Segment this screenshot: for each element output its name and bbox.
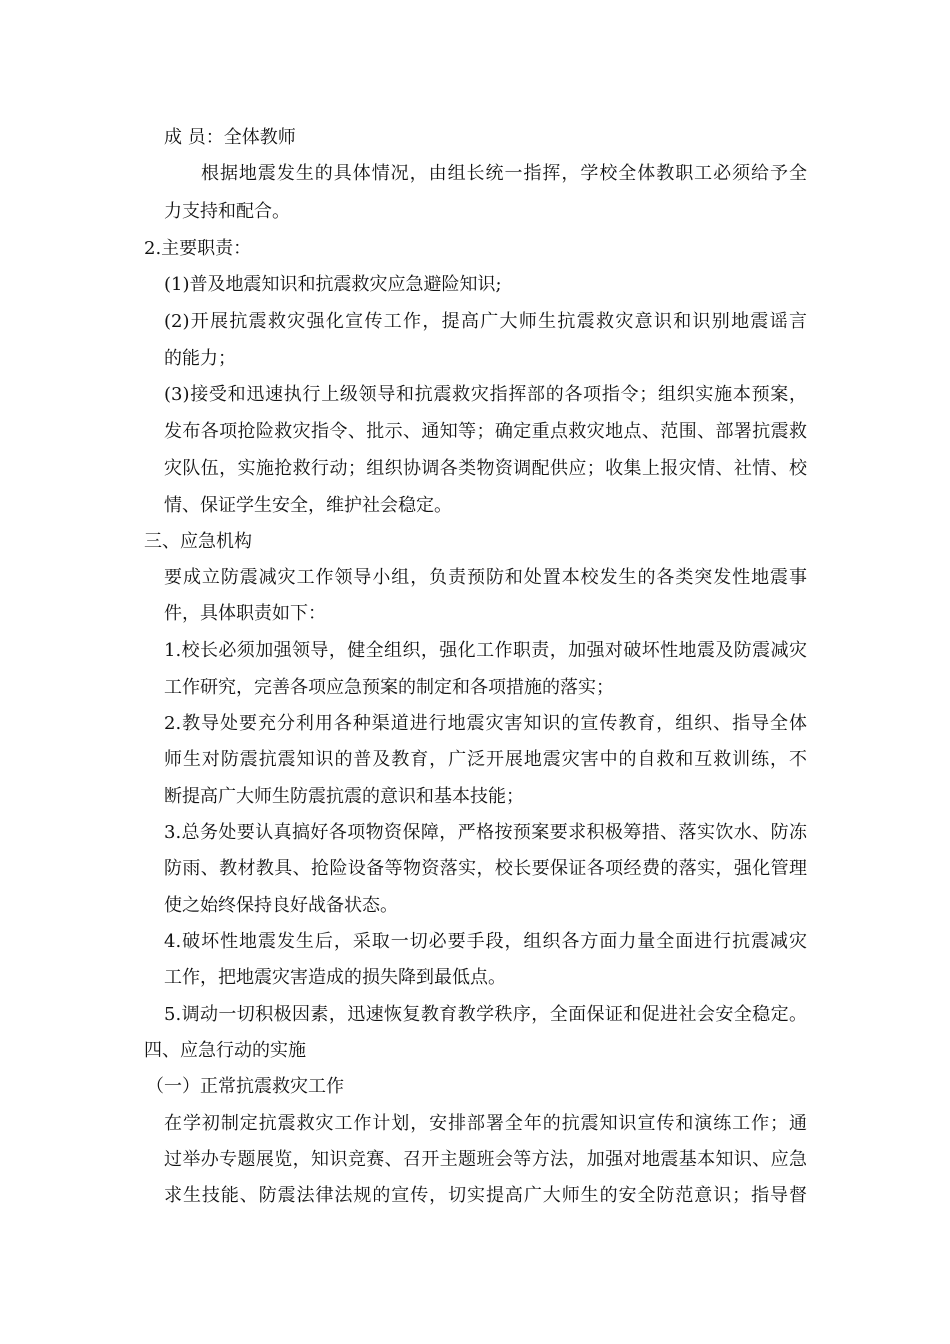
- list-item: 2.教导处要充分利用各种渠道进行地震灾害知识的宣传教育，组织、指导全体: [164, 713, 807, 734]
- list-item-continuation: 师生对防震抗震知识的普及教育，广泛开展地震灾害中的自救和互救训练，不: [164, 749, 807, 770]
- section-heading: 2.主要职责：: [144, 238, 252, 259]
- list-item-continuation: 使之始终保持良好战备状态。: [164, 895, 398, 916]
- list-item: (2)开展抗震救灾强化宣传工作，提高广大师生抗震救灾意识和识别地震谣言: [164, 311, 807, 332]
- section-heading: 四、应急行动的实施: [144, 1040, 306, 1061]
- paragraph-line: 在学初制定抗震救灾工作计划，安排部署全年的抗震知识宣传和演练工作；通: [164, 1113, 807, 1134]
- paragraph-line: 根据地震发生的具体情况，由组长统一指挥，学校全体教职工必须给予全: [201, 163, 807, 184]
- member-line: 成 员：全体教师: [164, 127, 296, 148]
- subsection-heading: （一）正常抗震救灾工作: [146, 1076, 344, 1097]
- list-item-continuation: 情、保证学生安全，维护社会稳定。: [164, 495, 452, 516]
- list-item: (3)接受和迅速执行上级领导和抗震救灾指挥部的各项指令；组织实施本预案，: [164, 384, 807, 405]
- paragraph-line: 力支持和配合。: [164, 201, 290, 222]
- list-item: 5.调动一切积极因素，迅速恢复教育教学秩序，全面保证和促进社会安全稳定。: [164, 1004, 807, 1025]
- list-item-continuation: 工作研究，完善各项应急预案的制定和各项措施的落实；: [164, 677, 614, 698]
- section-heading: 三、应急机构: [144, 531, 252, 552]
- list-item: 3.总务处要认真搞好各项物资保障，严格按预案要求积极筹措、落实饮水、防冻: [164, 822, 807, 843]
- list-item-continuation: 的能力；: [164, 348, 236, 369]
- paragraph-line: 件，具体职责如下：: [164, 603, 326, 624]
- list-item: 4.破坏性地震发生后，采取一切必要手段，组织各方面力量全面进行抗震减灾: [164, 931, 807, 952]
- list-item: (1)普及地震知识和抗震救灾应急避险知识;: [164, 274, 502, 295]
- list-item-continuation: 灾队伍，实施抢救行动；组织协调各类物资调配供应；收集上报灾情、社情、校: [164, 458, 807, 479]
- list-item-continuation: 发布各项抢险救灾指令、批示、通知等；确定重点救灾地点、范围、部署抗震救: [164, 421, 807, 442]
- list-item: 1.校长必须加强领导，健全组织，强化工作职责，加强对破坏性地震及防震减灾: [164, 640, 807, 661]
- list-item-continuation: 断提高广大师生防震抗震的意识和基本技能；: [164, 786, 524, 807]
- paragraph-line: 要成立防震减灾工作领导小组，负责预防和处置本校发生的各类突发性地震事: [164, 567, 807, 588]
- list-item-continuation: 工作，把地震灾害造成的损失降到最低点。: [164, 967, 506, 988]
- paragraph-line: 求生技能、防震法律法规的宣传，切实提高广大师生的安全防范意识；指导督: [164, 1185, 807, 1206]
- list-item-continuation: 防雨、教材教具、抢险设备等物资落实，校长要保证各项经费的落实，强化管理: [164, 858, 807, 879]
- paragraph-line: 过举办专题展览，知识竞赛、召开主题班会等方法，加强对地震基本知识、应急: [164, 1149, 807, 1170]
